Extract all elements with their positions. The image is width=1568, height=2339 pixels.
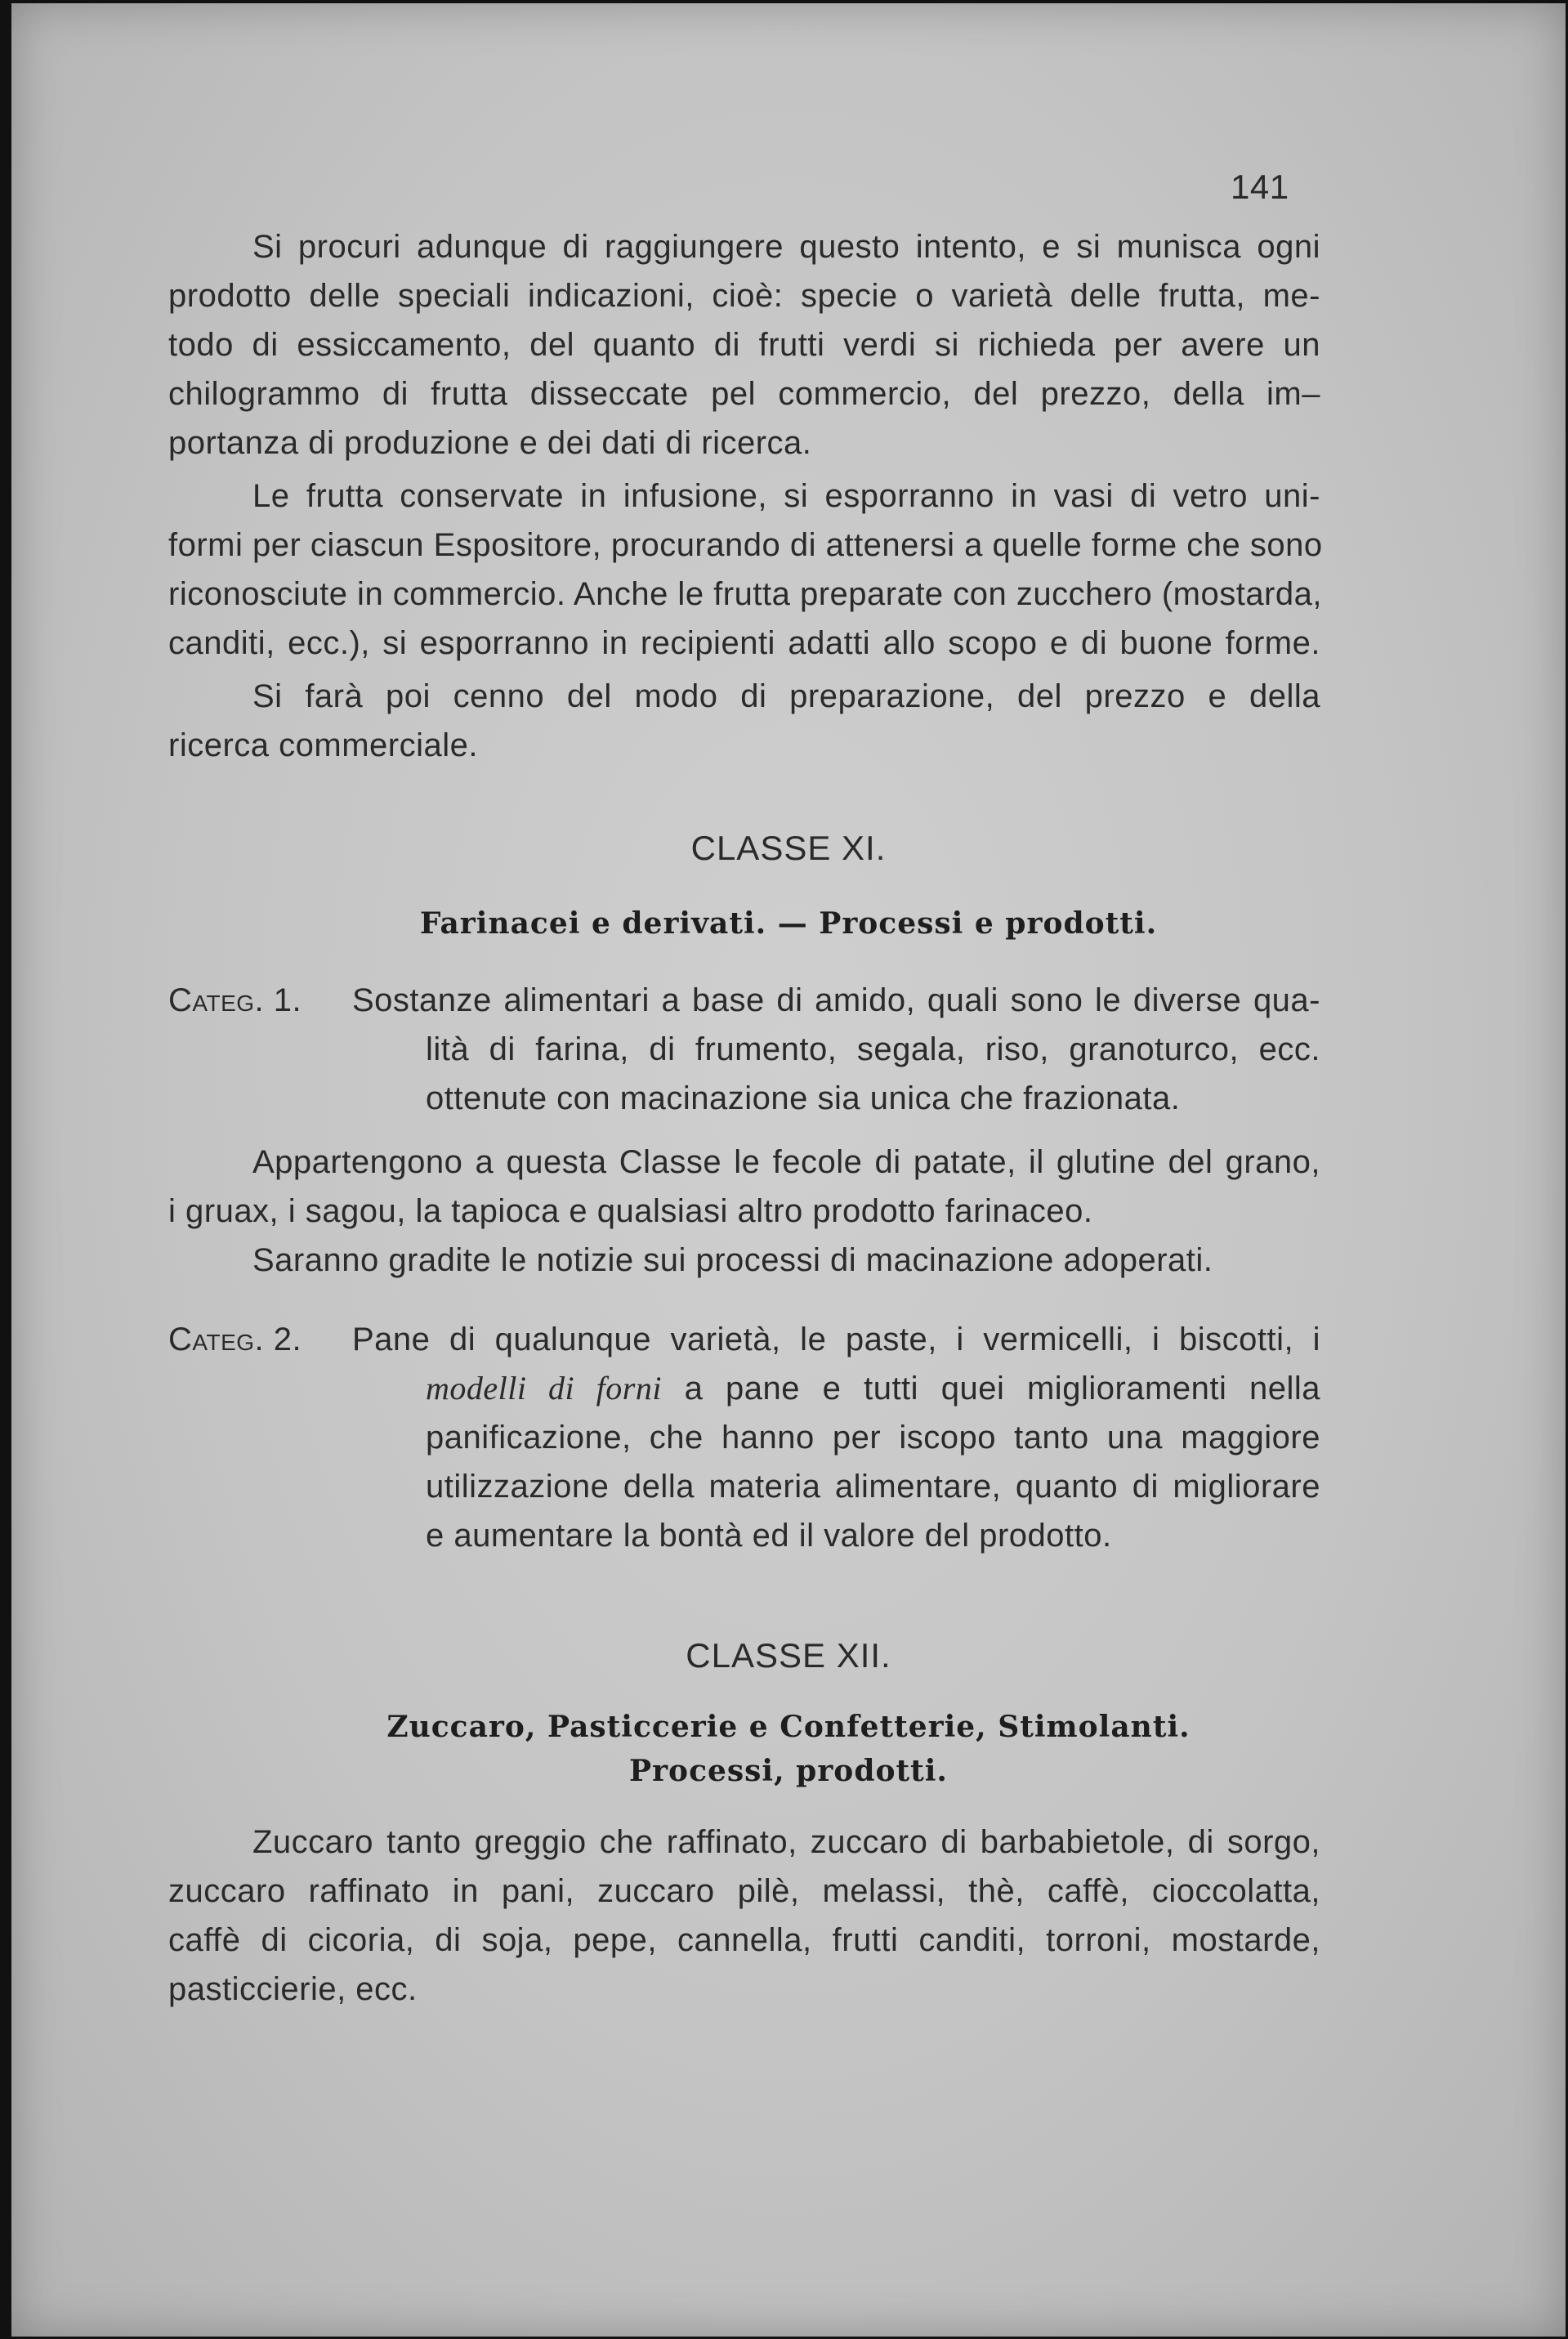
text-line: zuccaro raffinato in pani, zuccaro pilè, melassi, thè, caffè, cioccolatta, bbox=[168, 1873, 1320, 1909]
text-line: ottenute con macinazione sia unica che frazionata. bbox=[426, 1080, 1181, 1116]
classe-xi-subtitle: Farinacei e derivati. — Processi e prodotti. bbox=[419, 906, 1158, 941]
text-line: Appartengono a questa Classe le fecole di patate, il glutine del grano, bbox=[252, 1144, 1320, 1180]
preparazione-paragraph bbox=[168, 672, 1320, 770]
text-line: ricerca commerciale. bbox=[168, 727, 478, 763]
text-line: chilogrammo di frutta disseccate pel commercio, del prezzo, della im– bbox=[168, 376, 1320, 412]
categ-label: Categ. 1. bbox=[168, 982, 302, 1018]
text-line: Pane di qualunque varietà, le paste, i vermicelli, i biscotti, i bbox=[352, 1322, 1320, 1357]
italic-text: modelli di forni bbox=[426, 1370, 662, 1407]
text-line: i gruax, i sagou, la tapioca e qualsiasi altro prodotto farinaceo. bbox=[168, 1193, 1093, 1229]
text-line: todo di essiccamento, del quanto di frutti verdi si richieda per avere un bbox=[168, 327, 1320, 363]
categ-label: Categ. 2. bbox=[168, 1322, 302, 1357]
text-line: panificazione, che hanno per iscopo tanto una maggiore bbox=[426, 1420, 1320, 1456]
text-line: riconosciute in commercio. Anche le frutta preparate con zucchero (mostarda, bbox=[168, 576, 1322, 612]
zuccaro-paragraph bbox=[168, 1818, 1320, 2014]
text-line: Le frutta conservate in infusione, si esporranno in vasi di vetro uni- bbox=[252, 478, 1320, 514]
text-line: lità di farina, di frumento, segala, riso, granoturco, ecc. bbox=[426, 1031, 1320, 1067]
text-line: portanza di produzione e dei dati di ricerca. bbox=[168, 425, 812, 461]
text-line: canditi, ecc.), si esporranno in recipienti adatti allo scopo e di buone forme. bbox=[168, 625, 1320, 661]
text-line: Saranno gradite le notizie sui processi di macinazione adoperati. bbox=[252, 1242, 1213, 1278]
classe-xii-title: CLASSE XII. bbox=[686, 1636, 891, 1675]
classe-xi-title: CLASSE XI. bbox=[690, 829, 887, 867]
text-line: Si procuri adunque di raggiungere questo intento, e si munisca ogni bbox=[252, 229, 1320, 265]
text-line bbox=[426, 1364, 1320, 1413]
text-line: Si farà poi cenno del modo di preparazione, del prezzo e della bbox=[252, 678, 1320, 714]
page-number: 141 bbox=[1231, 168, 1289, 206]
intro-paragraph bbox=[168, 222, 1320, 467]
classe-xii-subtitle-line2: Processi, prodotti. bbox=[629, 1754, 948, 1788]
categ-1-block bbox=[168, 976, 1320, 1123]
text-line: e aumentare la bontà ed il valore del prodotto. bbox=[426, 1518, 1112, 1554]
text-line: prodotto delle speciali indicazioni, cioè: specie o varietà delle frutta, me- bbox=[168, 278, 1320, 314]
text-fragment: a pane e tutti quei miglioramenti nella bbox=[661, 1371, 1321, 1407]
text-line: Sostanze alimentari a base di amido, quali sono le diverse qua- bbox=[352, 982, 1320, 1018]
text-line: pasticcierie, ecc. bbox=[168, 1971, 418, 2007]
text-line: formi per ciascun Espositore, procurando di attenersi a quelle forme che sono bbox=[168, 527, 1323, 563]
categ-2-block bbox=[168, 1315, 1320, 1560]
text-line: caffè di cicoria, di soja, pepe, cannella, frutti canditi, torroni, mostarde, bbox=[168, 1922, 1320, 1958]
frutta-paragraph bbox=[168, 472, 1323, 668]
appartengono-paragraph bbox=[168, 1138, 1320, 1285]
classe-xii-subtitle-line1: Zuccaro, Pasticcerie e Confetterie, Stimolanti. bbox=[386, 1710, 1191, 1744]
text-line: Zuccaro tanto greggio che raffinato, zuccaro di barbabietole, di sorgo, bbox=[252, 1824, 1320, 1860]
scanned-page bbox=[11, 3, 1566, 2337]
text-line: utilizzazione della materia alimentare, quanto di migliorare bbox=[426, 1469, 1320, 1505]
